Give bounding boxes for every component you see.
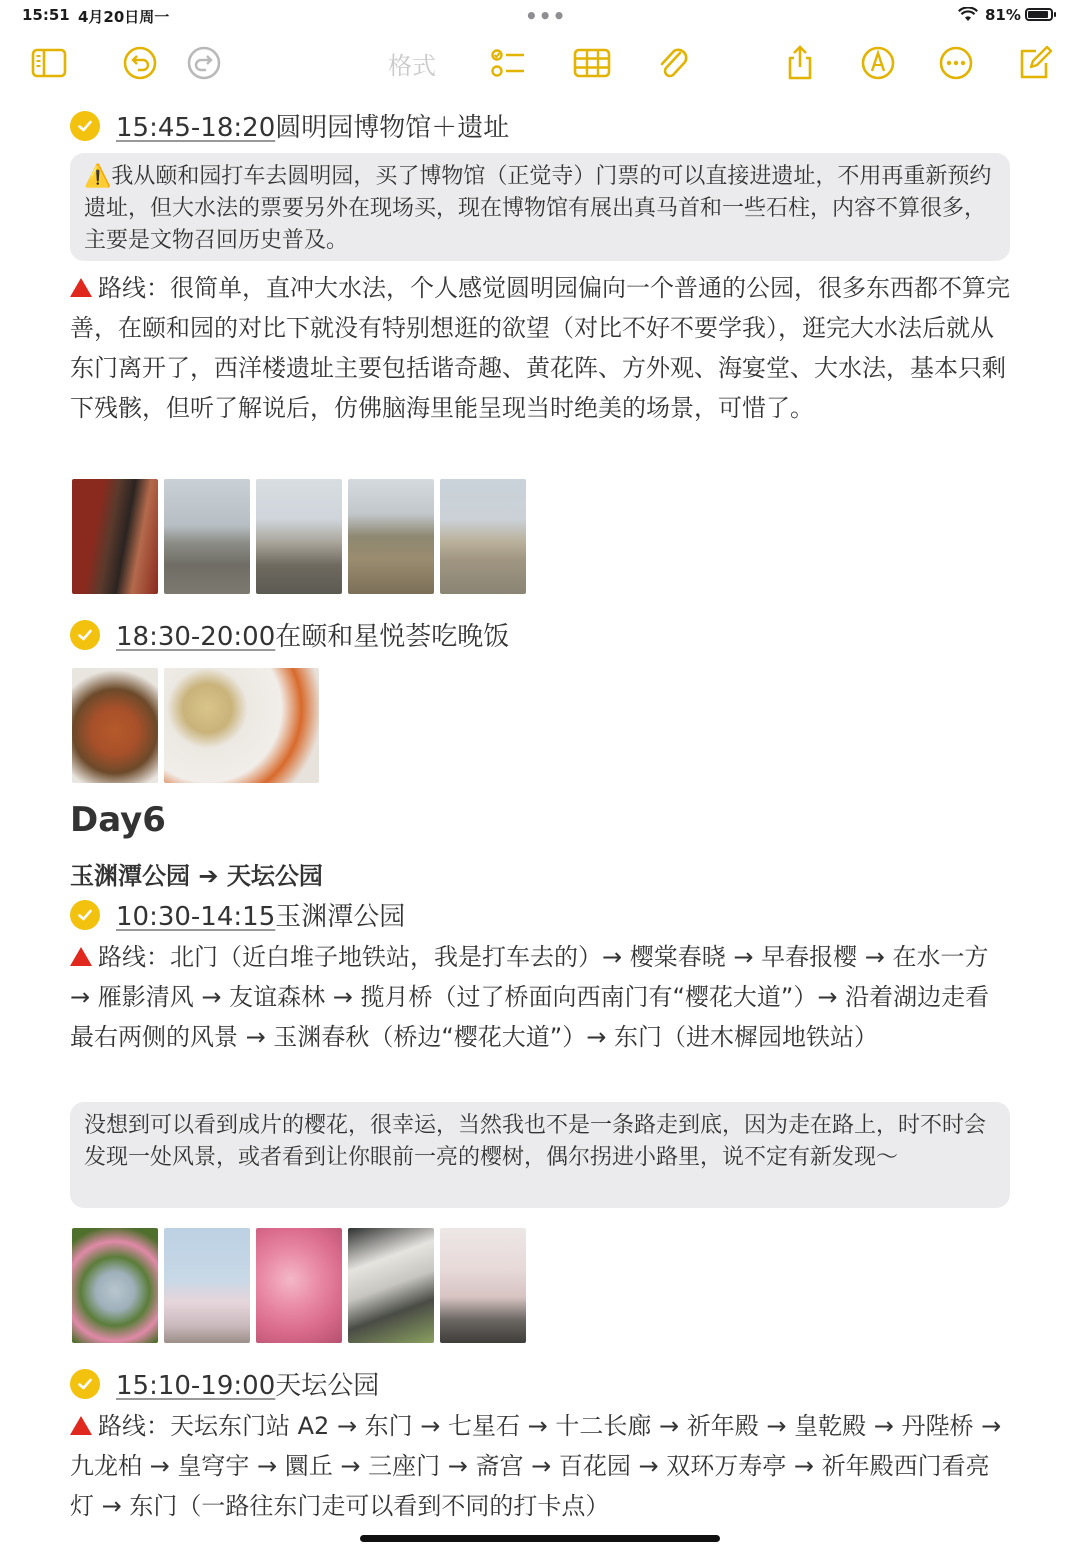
photo-ruins-grounds[interactable]: [348, 479, 434, 594]
wifi-icon: [958, 7, 978, 26]
photo-row: [72, 668, 325, 783]
callout-block[interactable]: ⚠️我从颐和园打车去圆明园，买了博物馆（正觉寺）门票的可以直接进遗址，不用再重新预约遗址，但大水法的票要另外在现场买，现在博物馆有展出真马首和一些石柱，内容不算很多，主要是文物召回历史普及。: [70, 153, 1010, 261]
red-triangle-icon: [70, 278, 92, 297]
notes-toolbar: [0, 40, 1080, 90]
checkmark-circle-icon[interactable]: [70, 1369, 100, 1399]
checklist-item: [70, 107, 509, 144]
format-button[interactable]: 格式: [388, 52, 436, 80]
photo-cherry-tower[interactable]: [164, 1228, 250, 1343]
checklist-item: [70, 896, 405, 933]
paperclip-icon[interactable]: [652, 40, 696, 86]
status-time: 15:51: [22, 6, 70, 24]
red-triangle-icon: [70, 1416, 92, 1435]
checklist-item-text[interactable]: 15:10-19:00天坛公园: [116, 1371, 380, 1401]
checkmark-circle-icon[interactable]: [70, 900, 100, 930]
table-icon[interactable]: [570, 40, 614, 86]
photo-cherry-branches[interactable]: [348, 1228, 434, 1343]
checklist-item: [70, 1365, 379, 1402]
photo-ruins-1[interactable]: [164, 479, 250, 594]
checklist-item-text[interactable]: 15:45-18:20圆明园博物馆＋遗址: [116, 113, 510, 143]
photo-cherry-blossom-closeup[interactable]: [256, 1228, 342, 1343]
undo-icon[interactable]: [118, 40, 162, 86]
route-paragraph[interactable]: 路线：很简单，直冲大水法，个人感觉圆明园偏向一个普通的公园，很多东西都不算完善，在颐和园的对比下就没有特别想逛的欲望（对比不好不要学我），逛完大水法后就从东门离开了，西洋楼遗址主要包括谐奇趣、黄花阵、方外观、海宴堂、大水法，基本只剩下残骸，但听了解说后，仿佛脑海里能呈现当时绝美的场景，可惜了。: [70, 274, 1010, 422]
route-paragraph[interactable]: 路线：北门（近白堆子地铁站，我是打车去的）→ 樱棠春晓 → 早春报樱 → 在水一方 → 雁影清风 → 友谊森林 → 揽月桥（过了桥面向西南门有“樱花大道”）→ 沿着湖边走看最右两侧的风景 → 玉渊春秋（桥边“樱花大道”）→ 东门（进木樨园地铁站）: [70, 943, 990, 1051]
photo-dish-1[interactable]: [72, 668, 158, 783]
checklist-icon[interactable]: [486, 40, 530, 86]
photo-cherry-avenue[interactable]: [440, 1228, 526, 1343]
photo-bronze-horse-head[interactable]: [72, 479, 158, 594]
red-triangle-icon: [70, 947, 92, 966]
photo-ruins-wall[interactable]: [440, 479, 526, 594]
photo-row: [72, 479, 532, 594]
checklist-item-text[interactable]: 18:30-20:00在颐和星悦荟吃晚饭: [116, 622, 510, 652]
battery-icon: [1025, 8, 1053, 21]
battery-percentage: 81%: [985, 6, 1021, 24]
day-subheading[interactable]: 玉渊潭公园 ➔ 天坛公园: [70, 862, 323, 890]
route-paragraph[interactable]: 路线：天坛东门站 A2 → 东门 → 七星石 → 十二长廊 → 祈年殿 → 皇乾殿 → 丹陛桥 → 九龙柏 → 皇穹宇 → 圜丘 → 三座门 → 斋宫 → 百花园 → 双环万寿亭 → 祈年殿西门看亮灯 → 东门（一路往东门走可以看到不同的打卡点）: [70, 1412, 1002, 1520]
checkmark-circle-icon[interactable]: [70, 620, 100, 650]
day-heading[interactable]: Day6: [70, 800, 166, 840]
markup-icon[interactable]: [856, 40, 900, 86]
photo-ruins-pavilion[interactable]: [256, 479, 342, 594]
checkmark-circle-icon[interactable]: [70, 111, 100, 141]
sidebar-icon[interactable]: [27, 40, 71, 86]
multitasking-dots-icon[interactable]: •••: [525, 4, 567, 28]
home-indicator[interactable]: [360, 1535, 720, 1542]
ellipsis-icon[interactable]: [934, 40, 978, 86]
redo-icon[interactable]: [182, 40, 226, 86]
photo-dish-2[interactable]: [164, 668, 319, 783]
callout-block[interactable]: 没想到可以看到成片的樱花，很幸运，当然我也不是一条路走到底，因为走在路上，时不时会发现一处风景，或者看到让你眼前一亮的樱树，偶尔拐进小路里，说不定有新发现～: [70, 1102, 1010, 1208]
photo-row: [72, 1228, 532, 1343]
checklist-item-text[interactable]: 10:30-14:15玉渊潭公园: [116, 902, 406, 932]
checklist-item: [70, 616, 509, 653]
photo-cherry-pond[interactable]: [72, 1228, 158, 1343]
status-date: 4月20日周一: [78, 8, 170, 26]
share-icon[interactable]: [778, 40, 822, 86]
status-bar: [0, 0, 1080, 34]
compose-icon[interactable]: [1012, 40, 1056, 86]
